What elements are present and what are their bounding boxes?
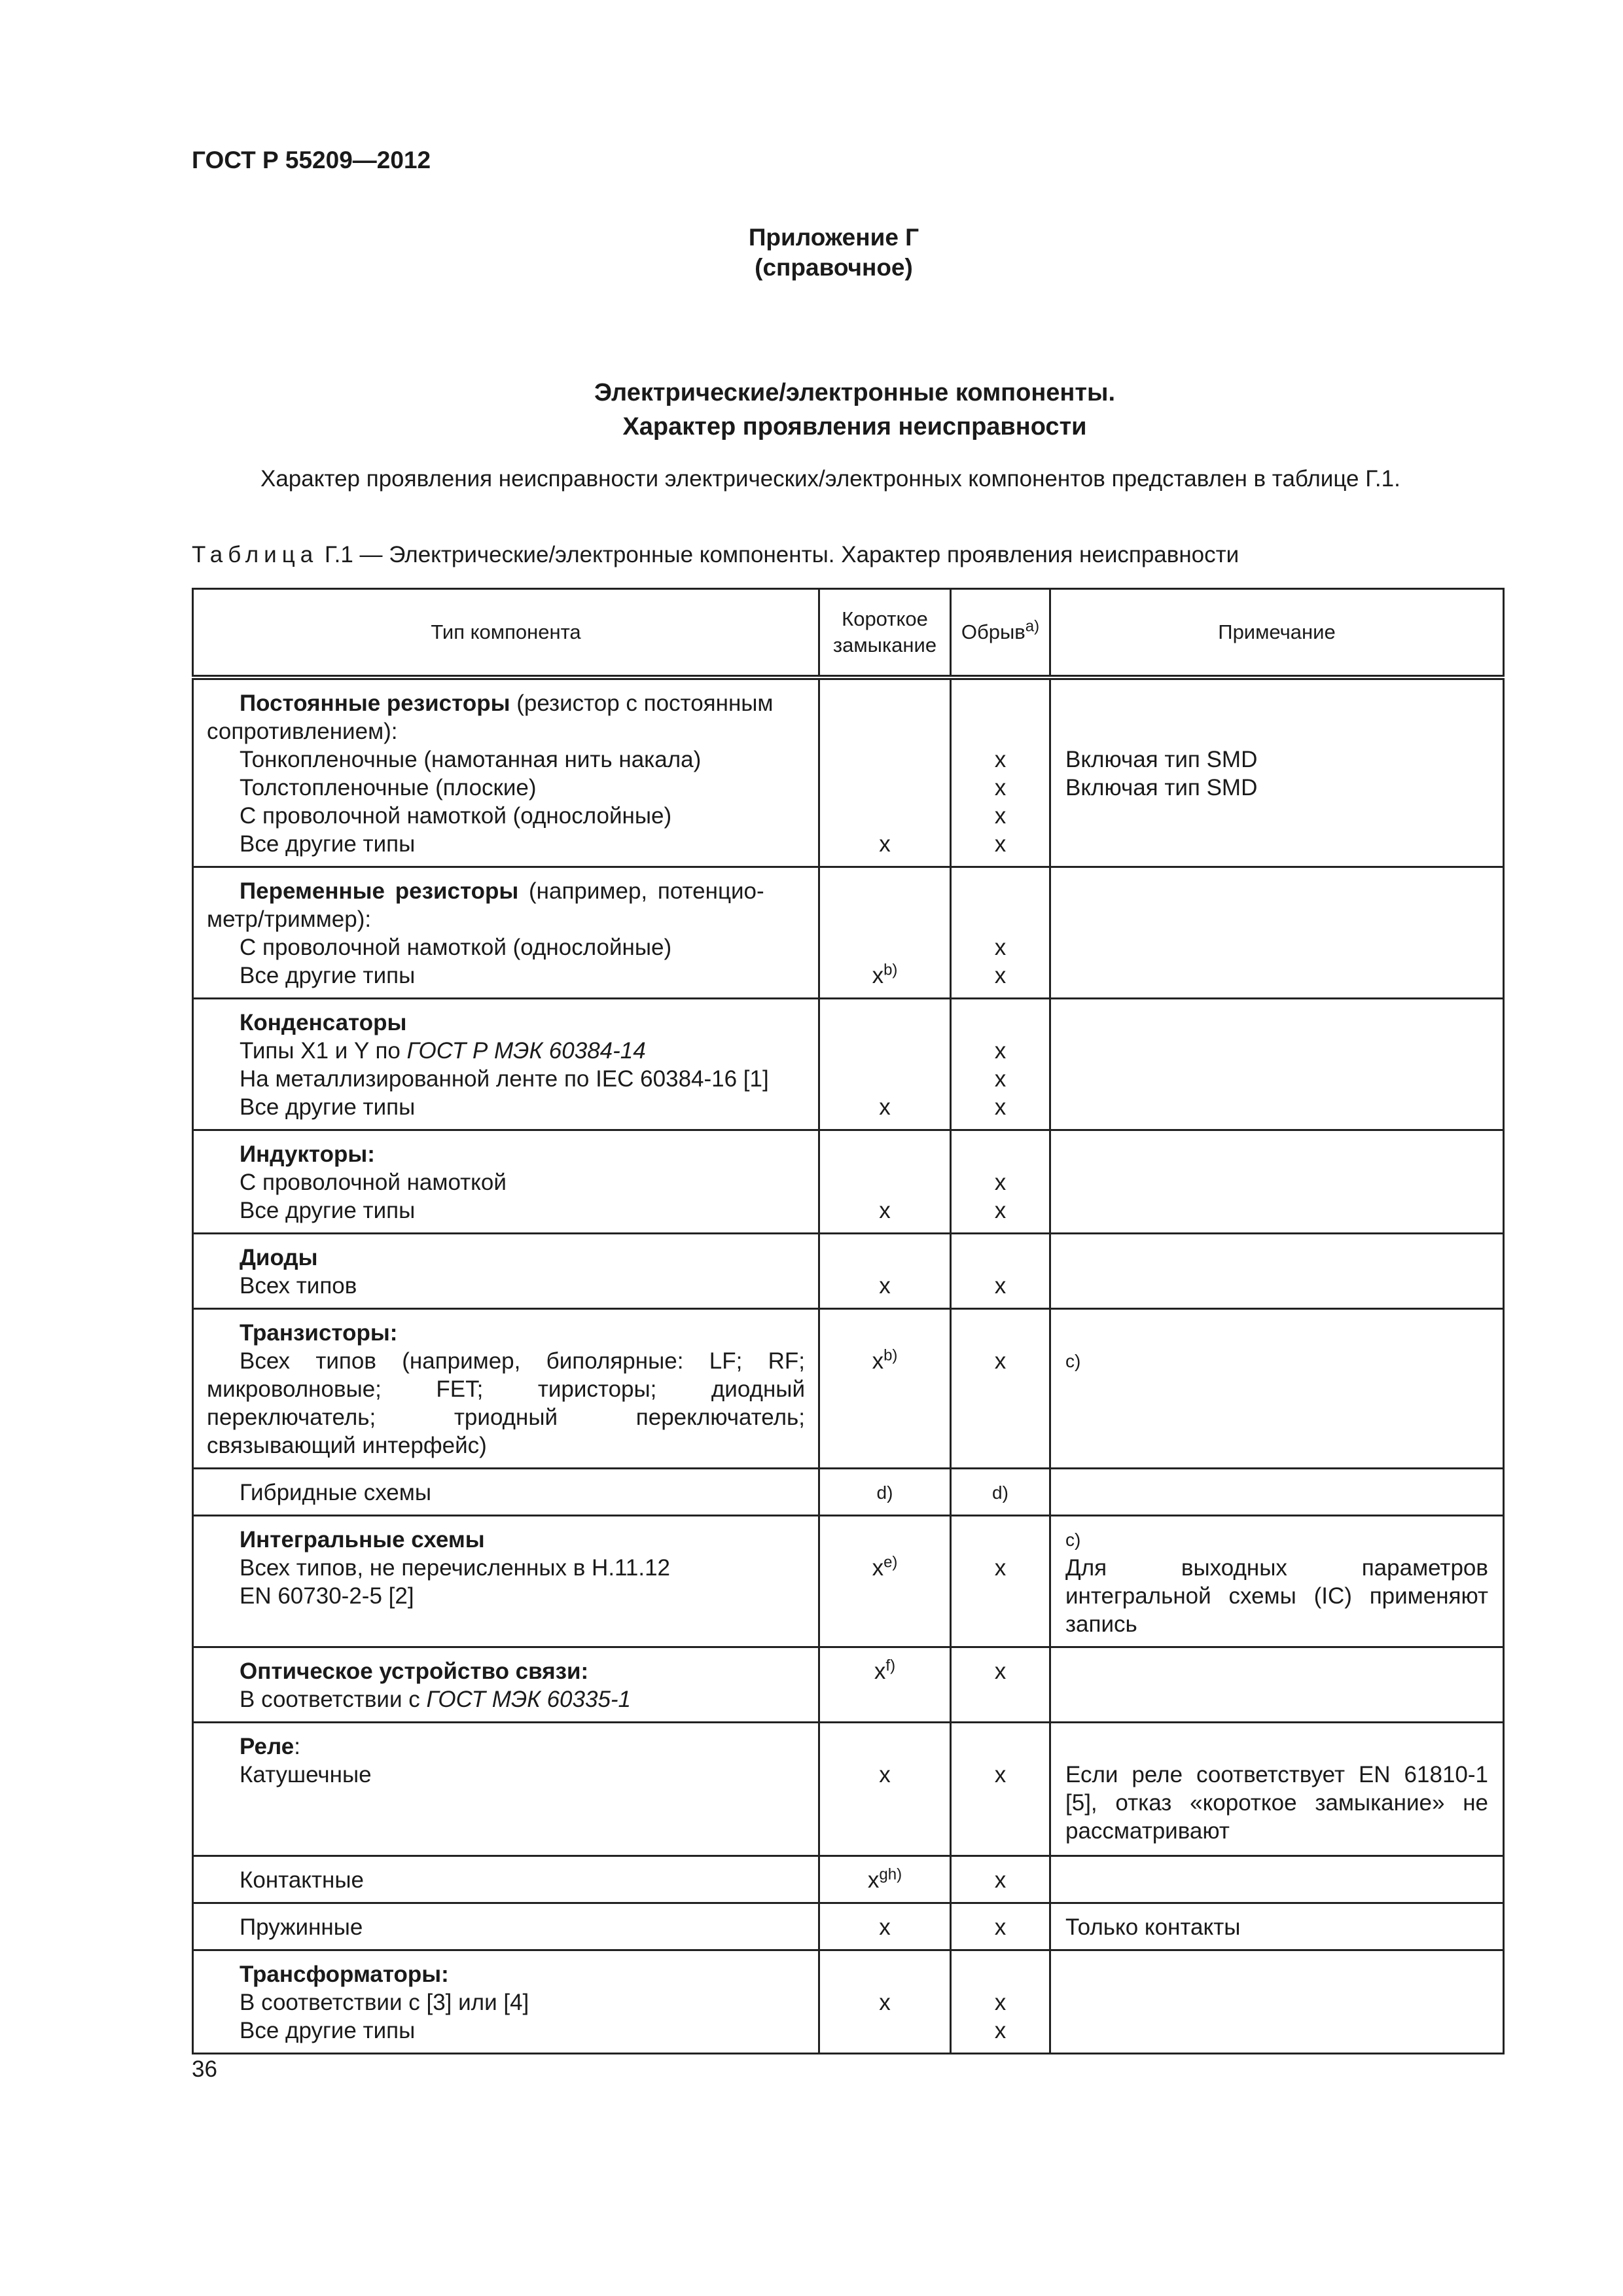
note-cell [1050,1723,1504,1856]
header-short-line-1: Короткое [842,607,928,630]
group-title: Индукторы: [240,1141,375,1167]
open-mark: x [994,1914,1007,1940]
short-circuit-cell [819,1647,951,1723]
short-circuit-cell [819,1234,951,1309]
short-mark [820,1657,950,1685]
note-cell [1050,1309,1504,1469]
short-mark [820,802,950,830]
header-open-label: Обрыв [961,620,1026,643]
open-circuit-cell [951,1469,1050,1516]
table-header-row [193,589,1504,678]
group-title: Реле [240,1734,294,1759]
short-circuit-cell [819,1856,951,1903]
note-cell [1050,677,1504,867]
list-item: Всех типов, не перечисленных в Н.11.12 [240,1555,671,1581]
group-title-colon: : [294,1734,300,1759]
note-footnote: c) [1065,1530,1081,1550]
table-row [193,1950,1504,2054]
short-mark: x [879,1094,891,1120]
short-mark-x: x [872,1348,884,1374]
group-title-line [207,689,805,717]
group-title-line [207,877,805,905]
group-title-line [207,1732,805,1761]
note-cell [1050,1469,1504,1516]
list-item: Все другие типы [240,1094,416,1120]
open-mark: x [994,1198,1007,1223]
short-mark [820,1554,950,1582]
open-circuit-cell [951,1723,1050,1856]
short-mark [820,1866,950,1894]
list-item: Все другие типы [240,963,416,988]
component-cell [193,1950,819,2054]
component-cell [193,999,819,1130]
group-title-continued: метр/триммер): [207,906,372,932]
short-footnote: f) [885,1657,896,1675]
note-cell [1050,1234,1504,1309]
short-mark: x [879,1762,891,1787]
document-code: ГОСТ Р 55209—2012 [192,147,431,173]
short-circuit-cell [819,1309,951,1469]
note-cell [1050,867,1504,999]
group-title: Конденсаторы [240,1010,407,1035]
list-item-text: Типы X1 и Y по [240,1038,407,1064]
open-mark: x [994,1038,1007,1064]
open-mark: x [994,775,1007,800]
short-circuit-cell [819,867,951,999]
short-circuit-cell [819,999,951,1130]
open-mark: x [994,1273,1007,1299]
short-footnote: e) [883,1553,898,1571]
group-title: Интегральные схемы [240,1527,485,1552]
short-mark-x: x [874,1659,886,1684]
table-caption-lead: Таблица [192,542,319,567]
component-cell [193,1856,819,1903]
list-item: С проволочной намоткой (однослойные) [240,935,672,960]
open-mark: x [994,1990,1007,2015]
short-footnote: b) [883,1346,898,1365]
group-title: Постоянные резисторы [240,691,510,716]
table-row [193,1309,1504,1469]
table-row [193,867,1504,999]
table-row [193,1647,1504,1723]
group-title-rest: (резистор с постоянным [510,691,774,716]
component-cell [193,1647,819,1723]
list-item: Тонкопленочные (намотанная нить накала) [240,747,702,772]
note-cell [1050,1130,1504,1234]
open-mark: x [994,1170,1007,1195]
header-short-circuit [819,589,951,678]
list-item-text: В соответствии с [240,1687,427,1712]
group-description: Всех типов (например, биполярные: LF; RF; микроволновые; FET; тиристоры; диодный переключатель; триодный переключатель; связывающий интерфейс) [207,1348,805,1458]
open-mark: x [994,1094,1007,1120]
open-circuit-cell [951,1950,1050,2054]
component-cell [193,1516,819,1647]
short-mark-x: x [872,1555,884,1581]
group-title: Транзисторы: [240,1320,398,1346]
short-mark [820,774,950,802]
section-title-line-1: Электрические/электронные компоненты. [594,379,1116,406]
list-item: На металлизированной ленте по IEC 60384-16 [1] [240,1066,769,1092]
note-cell [1050,1516,1504,1647]
standard-reference: ГОСТ Р МЭК 60384-14 [406,1038,646,1064]
list-item: Всех типов [240,1273,357,1299]
short-mark: x [879,831,891,857]
section-heading [0,376,1623,444]
open-mark: x [994,1066,1007,1092]
open-circuit-cell [951,999,1050,1130]
list-item [207,1685,805,1713]
list-item: С проволочной намоткой (однослойные) [240,803,672,829]
open-footnote: d) [992,1482,1008,1503]
table-row [193,1856,1504,1903]
list-item: Катушечные [240,1762,372,1787]
header-short-line-2: замыкание [832,634,937,656]
section-title-line-2: Характер проявления неисправности [622,413,1087,440]
note-cell [1050,1647,1504,1723]
open-mark: x [994,1762,1007,1787]
note-text: Для выходных параметров интегральной схемы (IC) применяют запись [1065,1555,1488,1637]
header-open-circuit [951,589,1050,678]
short-circuit-cell [819,1950,951,2054]
component-cell [193,1469,819,1516]
open-circuit-cell [951,677,1050,867]
table-row [193,1130,1504,1234]
open-mark: x [994,2018,1007,2043]
note-cell [1050,1856,1504,1903]
group-title: Переменные резисторы [240,878,519,904]
component-cell [193,1234,819,1309]
short-circuit-cell [819,1469,951,1516]
table-caption-text: Г.1 — Электрические/электронные компоненты. Характер проявления неисправности [318,542,1240,567]
list-item: Контактные [240,1867,364,1893]
open-mark: x [994,1348,1007,1374]
table-row [193,1723,1504,1856]
note-cell [1050,999,1504,1130]
component-cell [193,1309,819,1469]
open-circuit-cell [951,1309,1050,1469]
component-cell [193,1903,819,1950]
standard-reference: ГОСТ МЭК 60335-1 [426,1687,632,1712]
group-title: Трансформаторы: [240,1962,449,1987]
list-item: Пружинные [240,1914,363,1940]
list-item: Все другие типы [240,831,416,857]
group-title: Диоды [240,1245,318,1270]
table-row [193,1516,1504,1647]
open-circuit-cell [951,867,1050,999]
short-circuit-cell [819,677,951,867]
short-mark-x: x [872,963,884,988]
table-row [193,1469,1504,1516]
short-circuit-cell [819,1723,951,1856]
header-note: Примечание [1050,589,1504,678]
note-text: Только контакты [1065,1914,1241,1940]
annex-heading [0,223,1623,283]
short-circuit-cell [819,1903,951,1950]
short-footnote: gh) [879,1865,902,1884]
open-circuit-cell [951,1516,1050,1647]
header-open-footnote: a) [1025,617,1040,636]
component-cell [193,677,819,867]
short-circuit-cell [819,1516,951,1647]
open-mark: x [994,747,1007,772]
note-cell [1050,1950,1504,2054]
open-circuit-cell [951,1856,1050,1903]
group-title: Оптическое устройство связи: [240,1659,589,1684]
short-mark [820,1347,950,1375]
short-mark: x [879,1273,891,1299]
header-component-type: Тип компонента [193,589,819,678]
short-mark-x: x [867,1867,880,1893]
open-mark: x [994,1555,1007,1581]
group-title-rest: (например, потенцио- [518,878,764,904]
short-mark: x [879,1990,891,2015]
short-mark: x [879,1198,891,1223]
list-item: Все другие типы [240,1198,416,1223]
short-mark: x [879,1914,891,1940]
list-item: Все другие типы [240,2018,416,2043]
list-item: Толстопленочные (плоские) [240,775,537,800]
page-number: 36 [192,2056,217,2082]
group-title-continued: сопротивлением): [207,719,398,744]
component-cell [193,1130,819,1234]
list-item [207,1037,805,1065]
list-item: В соответствии с [3] или [4] [240,1990,529,2015]
table-row [193,1903,1504,1950]
note-footnote: c) [1065,1351,1081,1371]
table-row [193,1234,1504,1309]
component-cell [193,867,819,999]
table-row [193,677,1504,867]
fault-table [192,588,1505,2054]
list-item: EN 60730-2-5 [2] [240,1583,414,1609]
open-mark: x [994,831,1007,857]
open-circuit-cell [951,1647,1050,1723]
intro-paragraph: Характер проявления неисправности электрических/электронных компонентов представлен в таблице Г.1. [260,466,1400,492]
list-item: С проволочной намоткой [240,1170,507,1195]
short-footnote: b) [883,961,898,979]
open-mark: x [994,1659,1007,1684]
short-mark [820,745,950,774]
open-circuit-cell [951,1234,1050,1309]
table-caption [192,542,1239,568]
short-mark [820,961,950,990]
short-circuit-cell [819,1130,951,1234]
open-mark: x [994,1867,1007,1893]
note-cell [1050,1903,1504,1950]
annex-subtitle: (справочное) [755,254,913,281]
note-text: Если реле соответствует EN 61810-1 [5], отказ «короткое замыкание» не рассматривают [1065,1762,1488,1844]
open-circuit-cell [951,1130,1050,1234]
open-mark: x [994,935,1007,960]
table-row [193,999,1504,1130]
note-text: Включая тип SMD [1065,775,1258,800]
list-item: Гибридные схемы [240,1480,431,1505]
open-mark: x [994,803,1007,829]
short-footnote: d) [876,1482,893,1503]
open-mark: x [994,963,1007,988]
annex-title: Приложение Г [748,224,919,251]
open-circuit-cell [951,1903,1050,1950]
component-cell [193,1723,819,1856]
note-text: Включая тип SMD [1065,747,1258,772]
